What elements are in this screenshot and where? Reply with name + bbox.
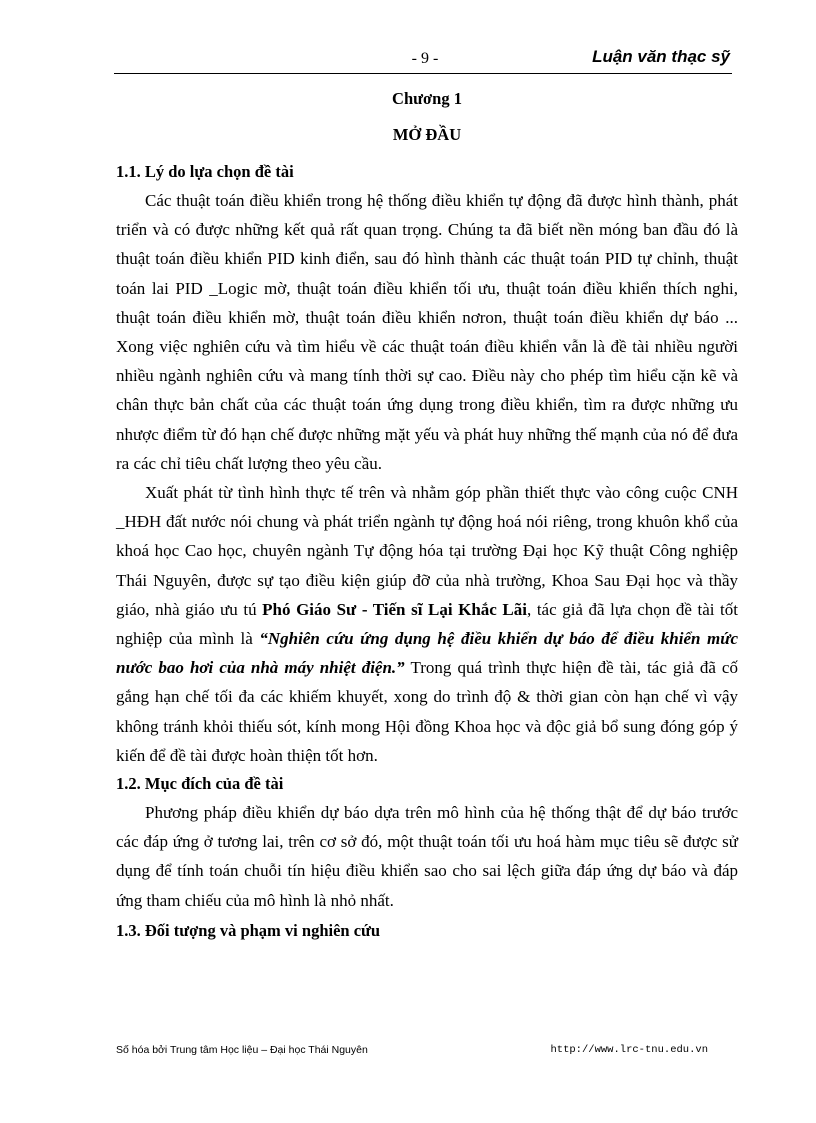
- paragraph-1-1-b: [116, 478, 738, 770]
- section-heading-1-2: 1.2. Mục đích của đề tài: [116, 774, 284, 794]
- paragraph-1-2: Phương pháp điều khiển dự báo dựa trên mô hình của hệ thống thật để dự báo trước các đáp ứng ở tương lai, trên cơ sở đó, một thuật toán tối ưu hoá hàm mục tiêu sẽ được sử dụng để tính toán chuỗi tín hiệu điều khiển sao cho sai lệch giữa đáp ứng dự báo và đáp ứng tham chiếu của mô hình là nhỏ nhất.: [116, 803, 738, 910]
- section-heading-1-3: 1.3. Đối tượng và phạm vi nghiên cứu: [116, 920, 381, 940]
- page-number: - 9 -: [411, 50, 439, 67]
- header-divider: [114, 73, 732, 74]
- chapter-label: Chương 1: [392, 89, 462, 108]
- document-type-label: Luận văn thạc sỹ: [592, 47, 730, 66]
- paragraph-text: Trong quá trình thực hiện đề tài, tác giả đã cố gắng hạn chế tối đa các khiếm khuyết, xong do trình độ & thời gian còn hạn chế vì vậy không tránh khỏi thiếu sót, kính mong Hội đồng Khoa học và độc giả bổ sung đóng góp ý kiến để đề tài được hoàn thiện tốt hơn.: [116, 658, 738, 765]
- advisor-name: Phó Giáo Sư - Tiến sĩ Lại Khắc Lãi: [262, 599, 527, 619]
- chapter-title: MỞ ĐẦU: [392, 125, 462, 144]
- document-body: [116, 86, 738, 945]
- thesis-topic: “Nghiên cứu ứng dụng hệ điều khiển dự báo để điều khiển mức nước bao hơi của nhà máy nhiệt điện.”: [116, 629, 738, 678]
- footer-source: Số hóa bởi Trung tâm Học liệu – Đại học Thái Nguyên: [116, 1044, 368, 1056]
- footer-url: http://www.lrc-tnu.edu.vn: [550, 1044, 708, 1056]
- paragraph-text: , tác giả đã lựa chọn đề tài tốt nghiệp của mình là: [116, 599, 738, 649]
- section-heading-1-1: 1.1. Lý do lựa chọn đề tài: [116, 162, 294, 181]
- paragraph-1-1-a: Các thuật toán điều khiển trong hệ thống điều khiển tự động đã được hình thành, phát triển và có được những kết quả rất quan trọng. Chúng ta đã biết nền móng ban đầu đó là thuật toán điều khiển PID kinh điển, sau đó hình thành các thuật toán PID tự chỉnh, thuật toán lai PID _Logic mờ, thuật toán điều khiển tối ưu, thuật toán điều khiển thích nghi, thuật toán điều khiển mờ, thuật toán điều khiển nơron, thuật toán điều khiển dự báo ... Xong việc nghiên cứu và tìm hiểu về các thuật toán điều khiển vẫn là đề tài nhiều người nhiều ngành nghiên cứu và mang tính thời sự cao. Điều này cho phép tìm hiểu cặn kẽ và chân thực bản chất của các thuật toán ứng dụng trong điều khiển, tìm ra được những ưu nhược điểm từ đó hạn chế được những mặt yếu và phát huy những thế mạnh của nó để đưa ra các chỉ tiêu chất lượng theo yêu cầu.: [116, 191, 738, 473]
- paragraph-text: Xuất phát từ tình hình thực tế trên và nhằm góp phần thiết thực vào công cuộc CNH _HĐH đất nước nói chung và phát triển ngành tự động hoá nói riêng, trong khuôn khổ của khoá học Cao học, chuyên ngành Tự động hóa tại trường Đại học Kỹ thuật Công nghiệp Thái Nguyên, được sự tạo điều kiện giúp đỡ của nhà trường, Khoa Sau Đại học và thầy giáo, nhà giáo ưu tú: [116, 483, 738, 619]
